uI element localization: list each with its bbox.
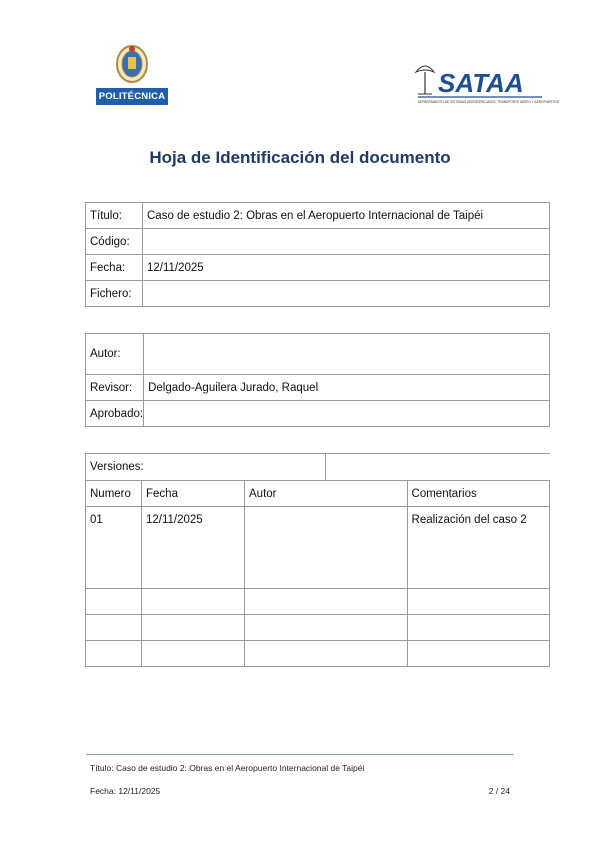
approved-value: [144, 401, 550, 427]
header-numero: Numero: [86, 481, 142, 507]
author-row: [86, 334, 550, 375]
footer-title: Título: Caso de estudio 2: Obras en el Aeropuerto Internacional de Taipéi: [90, 763, 365, 773]
version-fecha: [142, 615, 245, 641]
info-row-code: [86, 229, 550, 255]
header-comentarios: Comentarios: [407, 481, 549, 507]
approved-label: Aprobado:: [86, 401, 144, 427]
version-numero: [86, 589, 142, 615]
code-label: Código:: [86, 229, 143, 255]
reviewer-label: Revisor:: [86, 375, 144, 401]
upm-logo-text: POLITÉCNICA: [98, 91, 166, 102]
info-table: [85, 202, 550, 307]
version-numero: [86, 615, 142, 641]
header-autor: Autor: [245, 481, 408, 507]
version-row: [86, 615, 550, 641]
version-autor: [245, 641, 408, 667]
info-row-file: [86, 281, 550, 307]
version-comentarios: Realización del caso 2: [407, 507, 549, 589]
footer-date: Fecha: 12/11/2025: [90, 786, 161, 796]
version-autor: [245, 507, 408, 589]
versions-label-row: [86, 454, 550, 481]
version-numero: 01: [86, 507, 142, 589]
version-row: [86, 641, 550, 667]
info-row-date: [86, 255, 550, 281]
upm-seal-icon: [115, 44, 149, 84]
version-comentarios: [407, 589, 549, 615]
versions-header-row: [86, 481, 550, 507]
versions-table: [85, 453, 550, 667]
approved-row: [86, 401, 550, 427]
version-comentarios: [407, 615, 549, 641]
file-value: [143, 281, 550, 307]
versions-label-empty: [326, 454, 550, 481]
date-value: 12/11/2025: [143, 255, 550, 281]
version-row: [86, 507, 550, 589]
file-label: Fichero:: [86, 281, 143, 307]
footer-page-number: 2 / 24: [488, 786, 510, 796]
authors-table: [85, 333, 550, 427]
title-label: Título:: [86, 203, 143, 229]
title-value: Caso de estudio 2: Obras en el Aeropuerto Internacional de Taipéi: [143, 203, 550, 229]
version-comentarios: [407, 641, 549, 667]
tree-icon: [416, 66, 434, 94]
version-fecha: [142, 589, 245, 615]
reviewer-row: [86, 375, 550, 401]
version-fecha: [142, 641, 245, 667]
sataa-logo: [410, 60, 559, 106]
header-fecha: Fecha: [142, 481, 245, 507]
upm-logo: [96, 44, 168, 106]
author-value: [144, 334, 550, 375]
version-numero: [86, 641, 142, 667]
version-autor: [245, 589, 408, 615]
version-autor: [245, 615, 408, 641]
version-fecha: 12/11/2025: [142, 507, 245, 589]
footer-divider: [86, 754, 514, 755]
info-row-title: [86, 203, 550, 229]
code-value: [143, 229, 550, 255]
sataa-logo-text: SATAA: [438, 68, 524, 98]
sataa-logo-subtitle: DEPARTAMENTO DE SISTEMAS AEROESPACIALES, TRANSPORTE AÉREO Y AEROPUERTOS: [418, 100, 559, 104]
document-title: Hoja de Identificación del documento: [149, 148, 451, 167]
version-row: [86, 589, 550, 615]
author-label: Autor:: [86, 334, 144, 375]
sataa-logo-graphic: [410, 60, 559, 106]
versions-label: Versiones:: [86, 454, 326, 481]
reviewer-value: Delgado-Aguilera Jurado, Raquel: [144, 375, 550, 401]
date-label: Fecha:: [86, 255, 143, 281]
